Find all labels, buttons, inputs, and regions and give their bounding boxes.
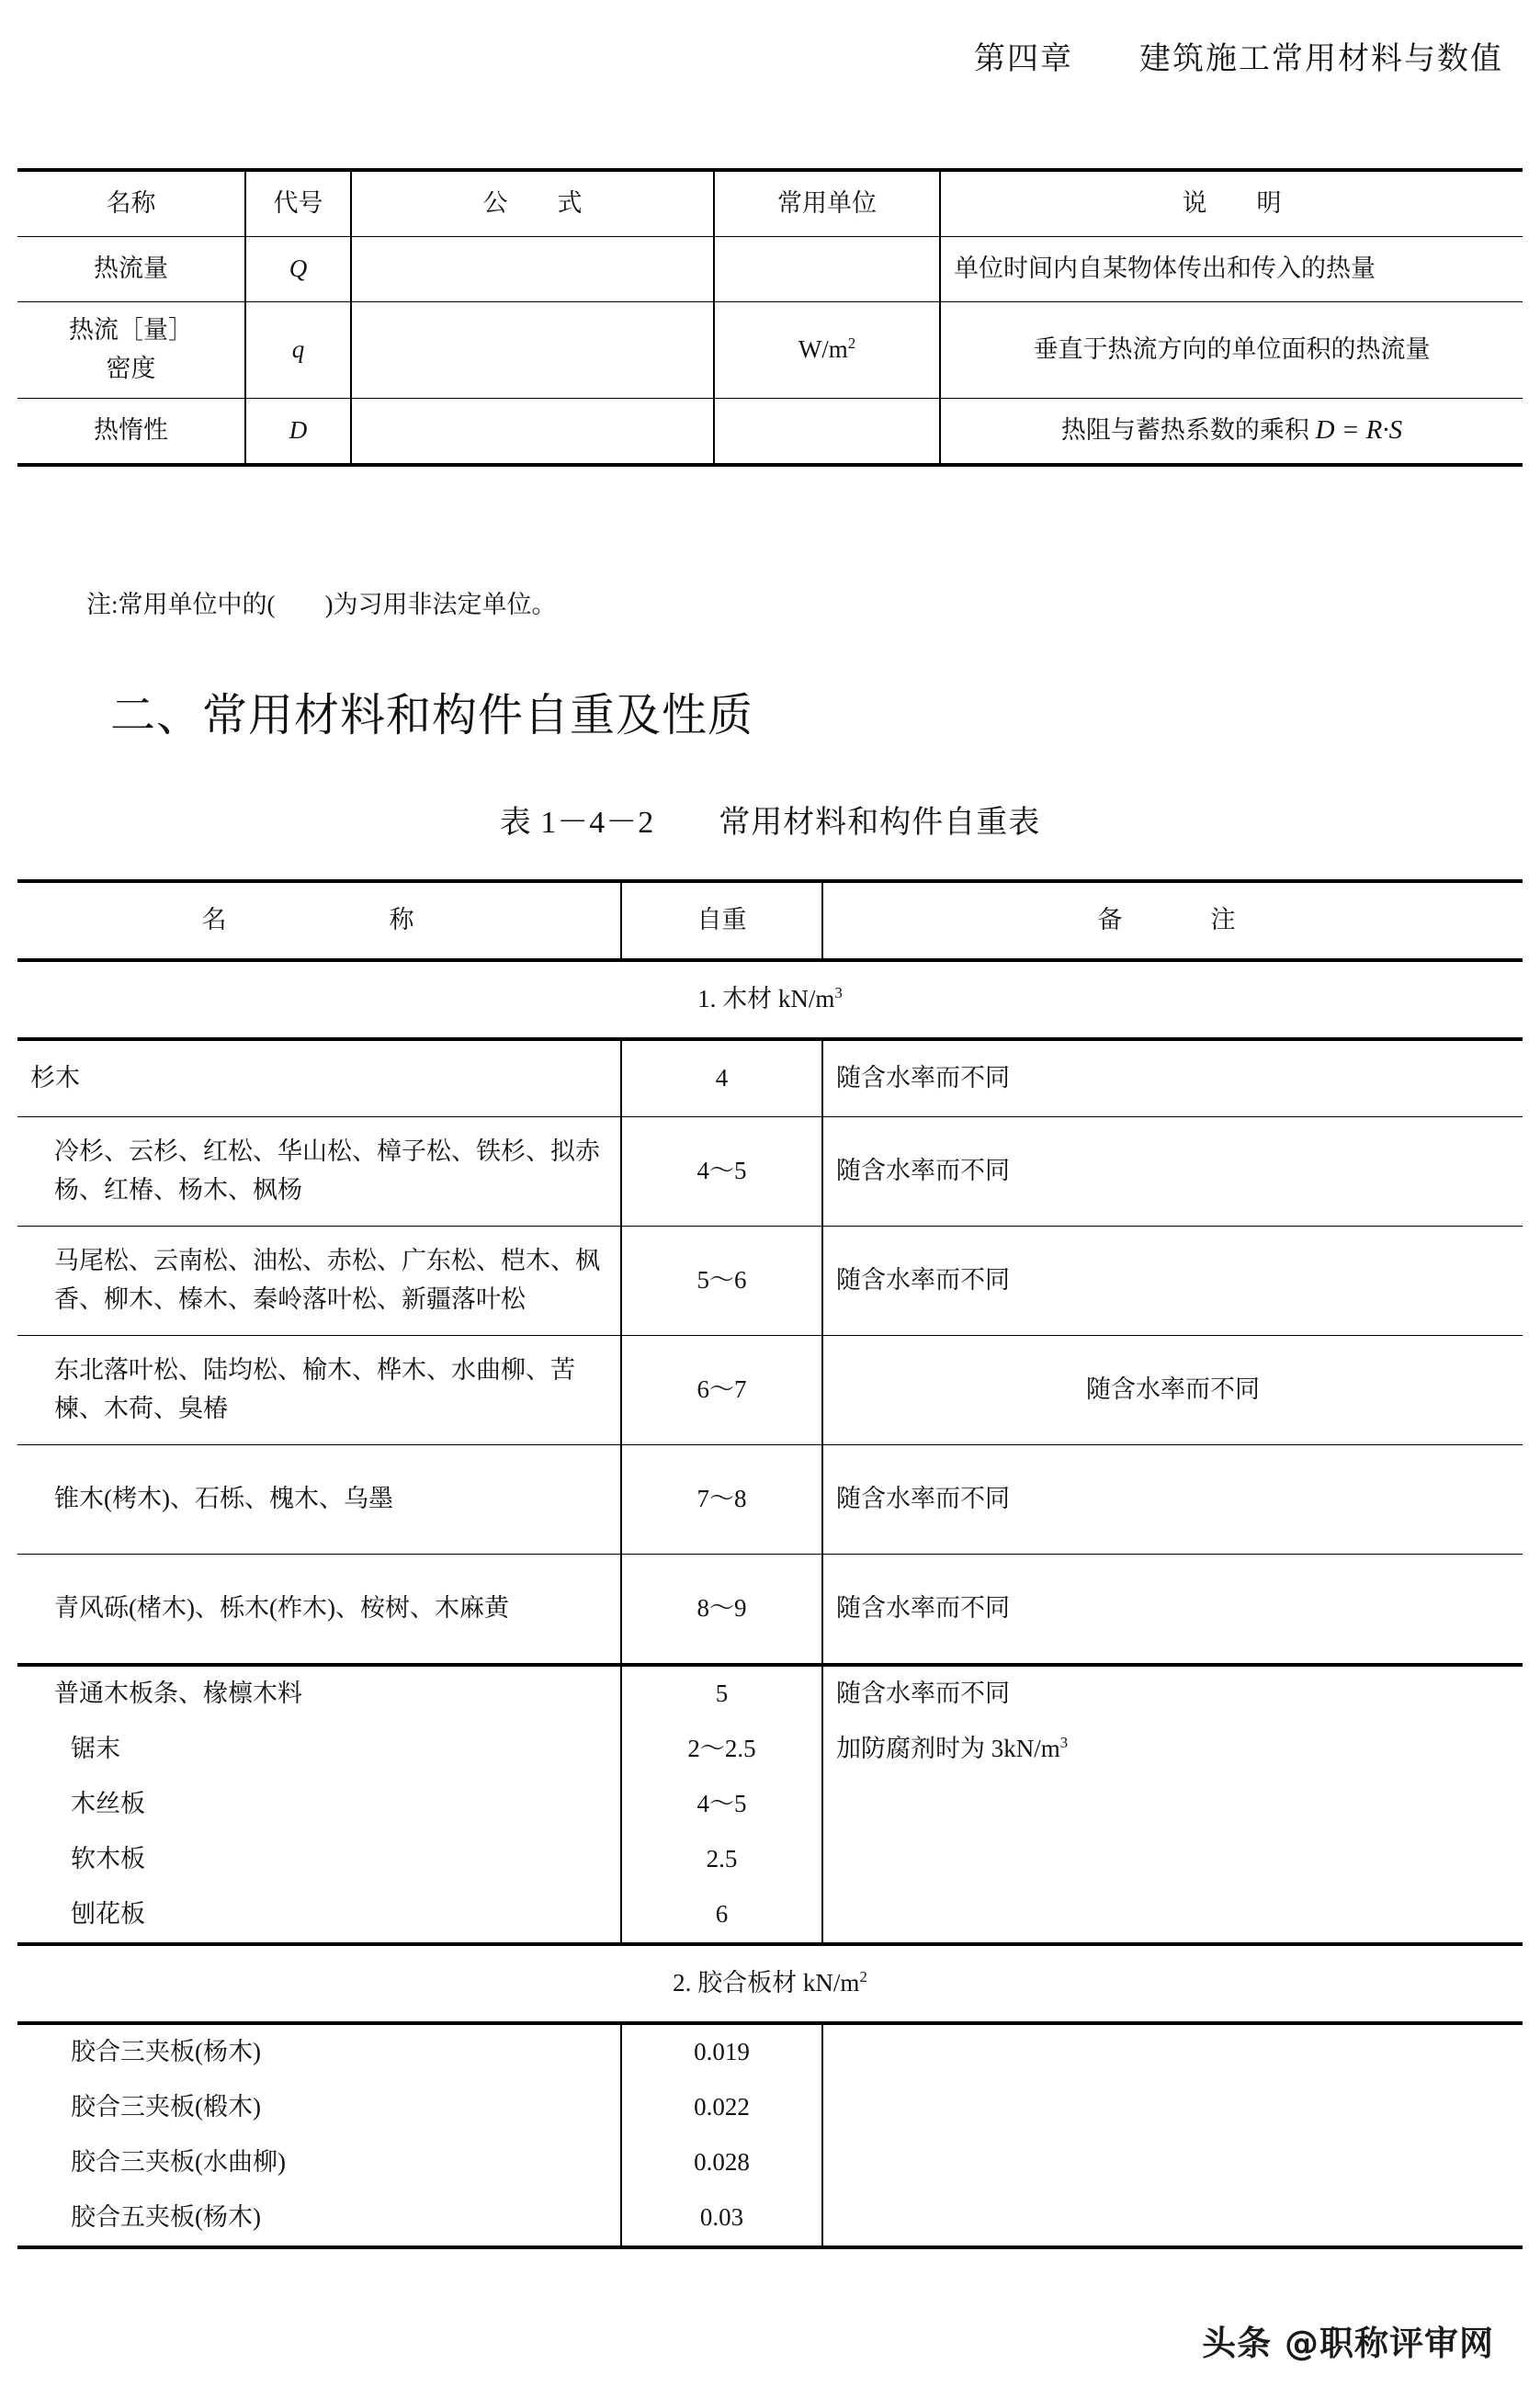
cell-remark: 随含水率而不同 (822, 1665, 1523, 1722)
cell-weight: 0.03 (621, 2190, 822, 2247)
running-header: 第四章 建筑施工常用材料与数值 (974, 42, 1503, 76)
unit-exponent: 2 (847, 334, 856, 352)
cell-remark: 随含水率而不同 (822, 1227, 1523, 1336)
cell-material-name: 冷杉、云杉、红松、华山松、樟子松、铁杉、拟赤杨、红椿、杨木、枫杨 (17, 1117, 621, 1227)
cell-material-name: 青风砾(楮木)、栎木(柞木)、桉树、木麻黄 (17, 1555, 621, 1666)
cell-name: 热流量 (17, 237, 245, 302)
col-header-weight: 自重 (621, 881, 822, 960)
material-weight-table-wrapper (17, 879, 1523, 2249)
table-row (17, 2135, 1523, 2190)
cell-name: 热惰性 (17, 398, 245, 465)
cell-material-name: 杉木 (17, 1039, 621, 1117)
cell-name-line1: 热流［量］ (69, 316, 193, 344)
group-title-text: 1. 木材 kN/m (697, 985, 835, 1013)
table-row (17, 1117, 1523, 1227)
thermal-quantities-table (17, 168, 1523, 467)
group-title-wood (17, 960, 1523, 1039)
cell-material-name: 木丝板 (17, 1777, 621, 1832)
cell-weight: 7～8 (621, 1445, 822, 1555)
cell-weight: 5 (621, 1665, 822, 1722)
table-row (17, 1722, 1523, 1777)
cell-remark: 随含水率而不同 (822, 1445, 1523, 1555)
cell-material-name: 胶合三夹板(椴木) (17, 2080, 621, 2135)
cell-remark: 随含水率而不同 (822, 1117, 1523, 1227)
table-row (17, 1832, 1523, 1887)
cell-unit (714, 237, 940, 302)
table-row (17, 1777, 1523, 1832)
table-row (17, 398, 1523, 465)
cell-weight: 2.5 (621, 1832, 822, 1887)
cell-material-name: 胶合三夹板(水曲柳) (17, 2135, 621, 2190)
cell-remark (822, 1722, 1523, 1777)
group-title-text: 2. 胶合板材 kN/m (673, 1969, 860, 1997)
cell-remark: 随含水率而不同 (822, 1336, 1523, 1445)
cell-weight: 5～6 (621, 1227, 822, 1336)
cell-weight: 4～5 (621, 1777, 822, 1832)
cell-name (17, 302, 245, 399)
table-row (17, 1665, 1523, 1722)
col-header-description: 说 明 (940, 170, 1523, 237)
cell-weight: 0.019 (621, 2023, 822, 2080)
table-row (17, 2080, 1523, 2135)
cell-material-name: 胶合三夹板(杨木) (17, 2023, 621, 2080)
group-header-row (17, 1944, 1523, 2023)
col-header-remark: 备 注 (822, 881, 1523, 960)
table2-caption: 表 1－4－2 常用材料和构件自重表 (499, 806, 1041, 840)
cell-material-name: 马尾松、云南松、油松、赤松、广东松、桤木、枫香、柳木、榛木、秦岭落叶松、新疆落叶松 (17, 1227, 621, 1336)
remark-exponent: 3 (1059, 1734, 1069, 1752)
table-row (17, 2023, 1523, 2080)
cell-material-name: 锯末 (17, 1722, 621, 1777)
cell-remark (822, 2135, 1523, 2190)
cell-remark (822, 1887, 1523, 1944)
cell-material-name: 软木板 (17, 1832, 621, 1887)
table-row (17, 1039, 1523, 1117)
cell-remark: 随含水率而不同 (822, 1039, 1523, 1117)
cell-weight: 8～9 (621, 1555, 822, 1666)
cell-material-name: 胶合五夹板(杨木) (17, 2190, 621, 2247)
group-title-exponent: 3 (834, 984, 843, 1002)
material-weight-table (17, 879, 1523, 2249)
table-row (17, 302, 1523, 399)
cell-remark (822, 2023, 1523, 2080)
cell-symbol: D (245, 398, 351, 465)
table-row (17, 237, 1523, 302)
cell-material-name: 刨花板 (17, 1887, 621, 1944)
col-header-unit: 常用单位 (714, 170, 940, 237)
group-title-plywood (17, 1944, 1523, 2023)
cell-material-name: 东北落叶松、陆均松、榆木、桦木、水曲柳、苦楝、木荷、臭椿 (17, 1336, 621, 1445)
cell-formula (351, 398, 714, 465)
table-row (17, 1445, 1523, 1555)
col-header-name: 名称 (17, 170, 245, 237)
cell-description (940, 398, 1523, 465)
table-header-row (17, 170, 1523, 237)
unit-base: W/m (798, 334, 848, 363)
table-header-row (17, 881, 1523, 960)
cell-remark (822, 2190, 1523, 2247)
cell-weight: 6～7 (621, 1336, 822, 1445)
cell-description: 单位时间内自某物体传出和传入的热量 (940, 237, 1523, 302)
description-formula: D = R·S (1315, 415, 1403, 446)
remark-text: 加防腐剂时为 3kN/m (836, 1735, 1060, 1763)
table-row (17, 1555, 1523, 1666)
group-title-exponent: 2 (859, 1968, 867, 1986)
cell-remark (822, 1832, 1523, 1887)
cell-symbol: q (245, 302, 351, 399)
watermark: 头条 @职称评审网 (1202, 2324, 1494, 2363)
cell-description: 垂直于热流方向的单位面积的热流量 (940, 302, 1523, 399)
cell-unit (714, 398, 940, 465)
table-row (17, 1227, 1523, 1336)
col-header-name: 名 称 (17, 881, 621, 960)
table-row (17, 1336, 1523, 1445)
cell-weight: 0.022 (621, 2080, 822, 2135)
cell-weight: 0.028 (621, 2135, 822, 2190)
cell-remark (822, 1777, 1523, 1832)
table-row (17, 2190, 1523, 2247)
cell-remark (822, 2080, 1523, 2135)
col-header-symbol: 代号 (245, 170, 351, 237)
cell-weight: 6 (621, 1887, 822, 1944)
col-header-formula: 公 式 (351, 170, 714, 237)
cell-remark: 随含水率而不同 (822, 1555, 1523, 1666)
cell-symbol: Q (245, 237, 351, 302)
table-row (17, 1887, 1523, 1944)
section-heading: 二、常用材料和构件自重及性质 (110, 689, 754, 741)
cell-weight: 2～2.5 (621, 1722, 822, 1777)
thermal-quantities-table-wrapper (17, 168, 1523, 467)
table1-footnote: 注:常用单位中的( )为习用非法定单位。 (86, 591, 557, 618)
cell-formula (351, 237, 714, 302)
group-header-row (17, 960, 1523, 1039)
cell-material-name: 普通木板条、椽檩木料 (17, 1665, 621, 1722)
cell-material-name: 锥木(栲木)、石栎、槐木、乌墨 (17, 1445, 621, 1555)
cell-formula (351, 302, 714, 399)
cell-name-line2: 密度 (106, 354, 156, 382)
cell-unit (714, 302, 940, 399)
cell-weight: 4 (621, 1039, 822, 1117)
cell-weight: 4～5 (621, 1117, 822, 1227)
description-text: 热阻与蓄热系数的乘积 (1060, 416, 1309, 445)
